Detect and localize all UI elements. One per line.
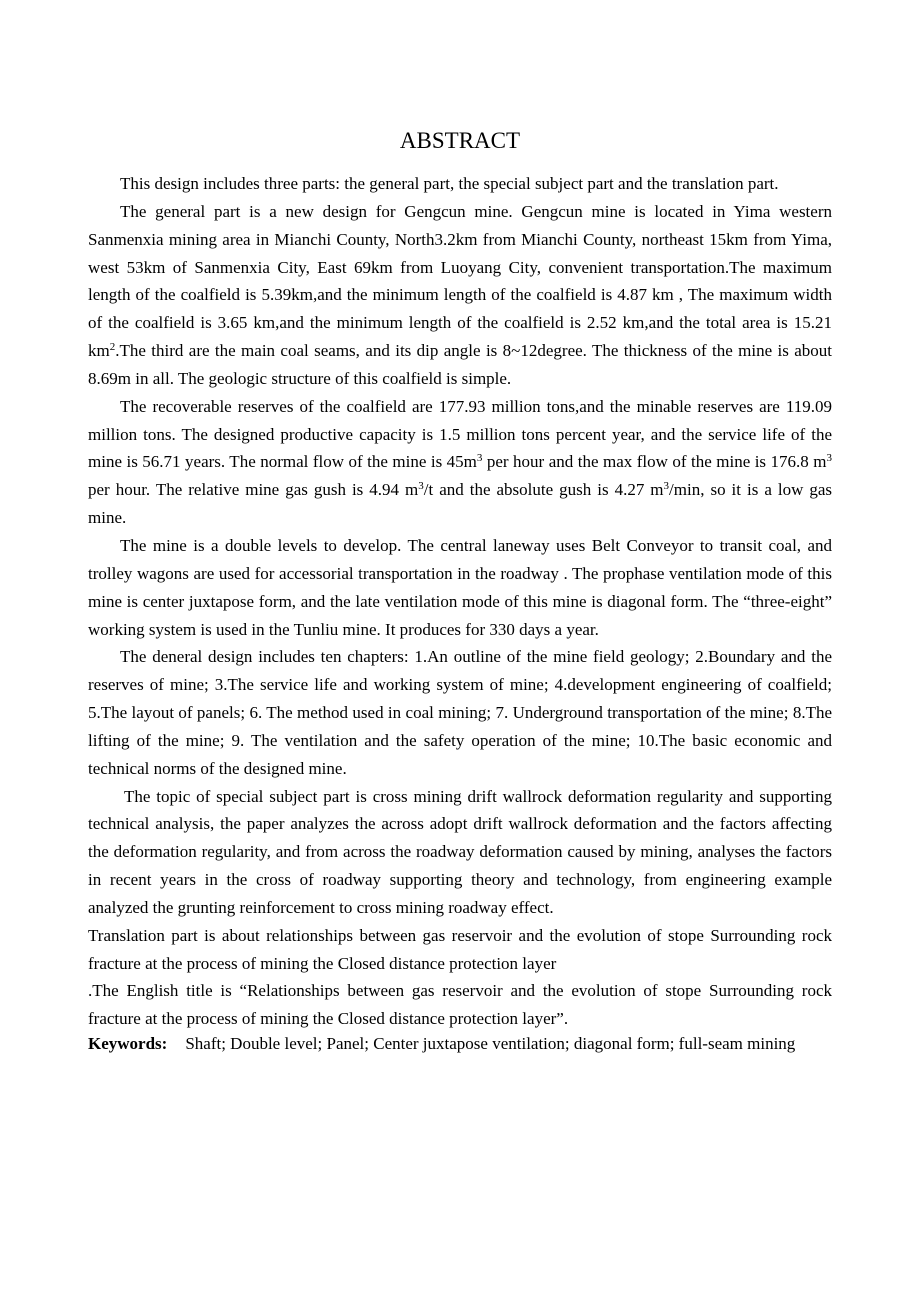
paragraph-reserves-text-c: per hour. The relative mine gas gush is 4.94 m xyxy=(88,480,419,500)
paragraph-development: The mine is a double levels to develop. The central laneway uses Belt Conveyor to transit coal, and trolley wagons are used for accessorial transportation in the roadway . The prophase ventilation mode of this mine is center juxtapose form, and the late ventilation mode of this mine is diagonal form. The “three-eight” working system is used in the Tunliu mine. It produces for 330 days a year. xyxy=(88,535,832,639)
keywords-text: Shaft; Double level; Panel; Center juxtapose ventilation; diagonal form; full-seam mining xyxy=(185,1034,796,1054)
paragraph-english-title: .The English title is “Relationships between gas reservoir and the evolution of stope Surrounding rock fracture at the process of mining the Closed distance protection layer”. xyxy=(88,981,832,1029)
paragraph-general-part-text-a: The general part is a new design for Gengcun mine. Gengcun mine is located in Yima western Sanmenxia mining area in Mianchi County, North3.2km from Mianchi County, northeast 15km from Yima, west 53km of Sanmenxia City, East 69km from Luoyang City, convenient transportation.The maximum length of the coalfield is 5.39km,and the minimum length of the coalfield is 4.87 km , The maximum width of the coalfield is 3.65 km,and the minimum length of the coalfield is 2.52 km,and the total area is 15.21 km xyxy=(88,201,832,361)
paragraph-reserves-text-e: /min, so it is a low gas mine. xyxy=(88,480,833,528)
superscript: 2 xyxy=(109,341,116,354)
keywords-line xyxy=(88,1033,832,1055)
paragraph-reserves-text-b: per hour and the max flow of the mine is 176.8 m xyxy=(482,452,827,472)
paragraph-chapters: The deneral design includes ten chapters: 1.An outline of the mine field geology; 2.Boundary and the reserves of mine; 3.The service life and working system of mine; 4.development engineering of coalfield; 5.The layout of panels; 6. The method used in coal mining; 7. Underground transportation of the mine; 8.The lifting of the mine; 9. The ventilation and the safety operation of the mine; 10.The basic economic and technical norms of the designed mine. xyxy=(88,647,832,778)
paragraph-special-subject: The topic of special subject part is cross mining drift wallrock deformation regularity and supporting technical analysis, the paper analyzes the across adopt drift wallrock deformation and the factors affecting the deformation regularity, and from across the roadway deformation caused by mining, analyses the factors in recent years in the cross of roadway supporting theory and technology, from engineering example analyzed the grunting reinforcement to cross mining roadway effect. xyxy=(88,786,832,917)
abstract-page xyxy=(88,126,832,1055)
keywords-label: Keywords: xyxy=(88,1034,168,1054)
paragraph-general-part-text-b: .The third are the main coal seams, and its dip angle is 8~12degree. The thickness of the mine is about 8.69m in all. The geologic structure of this coalfield is simple. xyxy=(88,341,832,388)
paragraph-reserves-text-a: The recoverable reserves of the coalfield are 177.93 million tons,and the minable reserves are 119.09 million tons. The designed productive capacity is 1.5 million tons percent year, and the service life of the mine is 56.71 years. The normal flow of the mine is 45m xyxy=(88,396,832,472)
paragraph-reserves-text-d: /t and the absolute gush is 4.27 m xyxy=(423,480,664,500)
superscript: 3 xyxy=(476,452,483,465)
paragraph-general-part xyxy=(88,198,832,393)
superscript: 3 xyxy=(826,452,832,465)
paragraph-overview: This design includes three parts: the general part, the special subject part and the translation part. xyxy=(120,174,779,193)
superscript: 3 xyxy=(418,480,424,493)
paragraph-reserves xyxy=(88,393,832,532)
abstract-title: ABSTRACT xyxy=(399,128,521,153)
paragraph-translation: Translation part is about relationships between gas reservoir and the evolution of stope Surrounding rock fracture at the process of mining the Closed distance protection layer xyxy=(88,925,832,973)
superscript: 3 xyxy=(663,480,670,493)
